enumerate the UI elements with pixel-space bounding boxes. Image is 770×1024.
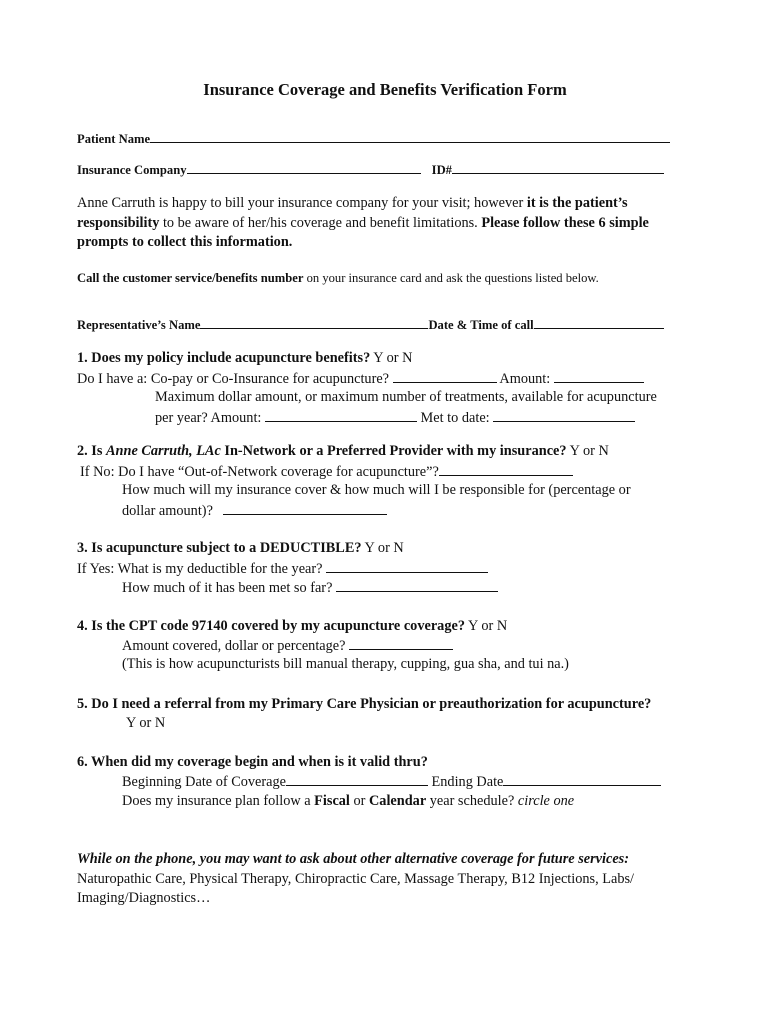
- question-4-line-1: [122, 637, 453, 655]
- question-4-line-2: (This is how acupuncturists bill manual therapy, cupping, gua sha, and tui na.): [122, 656, 569, 672]
- intro-line-1: [77, 195, 628, 212]
- intro-emphasis: responsibility: [77, 215, 160, 231]
- question-2-line-1: [80, 463, 573, 481]
- ending-date-field[interactable]: [503, 773, 661, 786]
- form-title: Insurance Coverage and Benefits Verification Form: [203, 80, 567, 99]
- per-year-amount-field[interactable]: [265, 409, 417, 422]
- copay-field[interactable]: [393, 370, 497, 383]
- question-3-line-1: [77, 560, 488, 578]
- beginning-date-field[interactable]: [286, 773, 428, 786]
- deductible-field[interactable]: [326, 560, 488, 573]
- question-2: [77, 443, 609, 460]
- or-text: or: [349, 793, 369, 809]
- intro-emphasis: it is the patient’s: [526, 195, 628, 211]
- intro-line-2: [77, 215, 649, 232]
- out-of-network-field[interactable]: [439, 463, 573, 476]
- amount-covered-label: Amount covered, dollar or percentage?: [122, 638, 346, 654]
- copay-label: Do I have a: Co-pay or Co-Insurance for acupuncture?: [77, 371, 390, 387]
- schedule-text: year schedule?: [426, 793, 518, 809]
- out-of-network-label: If No: Do I have “Out-of-Network coverage for acupuncture”?: [80, 464, 439, 480]
- dollar-amount-field[interactable]: [223, 502, 387, 515]
- amount-label: Amount:: [496, 371, 551, 387]
- schedule-label: Does my insurance plan follow a: [122, 793, 315, 809]
- representative-row: [77, 316, 664, 333]
- patient-name-row: [77, 130, 670, 147]
- question-4: [77, 618, 507, 635]
- date-time-field[interactable]: [534, 316, 664, 329]
- footer-line-2: Imaging/Diagnostics…: [77, 890, 211, 906]
- question-3-heading: 3. Is acupuncture subject to a DEDUCTIBLE?: [77, 540, 362, 556]
- call-instruction-text: on your insurance card and ask the questions listed below.: [303, 271, 599, 285]
- question-2-line-2: How much will my insurance cover & how much will I be responsible for (percentage or: [122, 482, 631, 498]
- intro-emphasis: Please follow these 6 simple: [481, 215, 649, 231]
- insurance-company-label: Insurance Company: [77, 163, 187, 177]
- representative-field[interactable]: [200, 316, 428, 329]
- question-3-line-2: [122, 579, 498, 597]
- ending-date-label: Ending Date: [427, 774, 504, 790]
- met-to-date-field[interactable]: [493, 409, 635, 422]
- deductible-met-label: How much of it has been met so far?: [122, 580, 333, 596]
- question-6-line-1: [122, 773, 661, 791]
- representative-label: Representative’s Name: [77, 318, 201, 332]
- amount-covered-field[interactable]: [349, 637, 453, 650]
- per-year-amount-label: per year? Amount:: [155, 410, 262, 426]
- question-1-line-2: Maximum dollar amount, or maximum number of treatments, available for acupuncture: [155, 389, 657, 405]
- question-4-heading: 4. Is the CPT code 97140 covered by my acupuncture coverage?: [77, 618, 465, 634]
- question-3: [77, 540, 404, 557]
- patient-name-field[interactable]: [150, 130, 670, 143]
- question-5-yes-no[interactable]: Y or N: [126, 715, 166, 731]
- beginning-date-label: Beginning Date of Coverage: [122, 774, 286, 790]
- insurance-company-field[interactable]: [187, 161, 421, 174]
- date-time-label: Date & Time of call: [428, 318, 534, 332]
- question-1-heading: 1. Does my policy include acupuncture benefits?: [77, 350, 371, 366]
- deductible-label: If Yes: What is my deductible for the year?: [77, 561, 323, 577]
- question-1-yes-no[interactable]: Y or N: [370, 350, 413, 366]
- footer-line-1: Naturopathic Care, Physical Therapy, Chiropractic Care, Massage Therapy, B12 Injections, Labs/: [77, 871, 635, 887]
- calendar-option[interactable]: Calendar: [368, 793, 427, 809]
- amount-field[interactable]: [554, 370, 644, 383]
- deductible-met-field[interactable]: [336, 579, 498, 592]
- question-1-line-1: [77, 370, 644, 388]
- question-6-heading: 6. When did my coverage begin and when is it valid thru?: [77, 754, 428, 770]
- question-2-line-3: [122, 502, 387, 520]
- question-3-yes-no[interactable]: Y or N: [361, 540, 404, 556]
- fiscal-option[interactable]: Fiscal: [314, 793, 350, 809]
- question-2-yes-no[interactable]: Y or N: [566, 443, 609, 459]
- intro-text: Anne Carruth is happy to bill your insurance company for your visit; however: [77, 195, 527, 211]
- met-to-date-label: Met to date:: [416, 410, 490, 426]
- question-6-line-2: [122, 793, 574, 810]
- question-2-heading: In-Network or a Preferred Provider with my insurance?: [220, 443, 567, 459]
- patient-name-label: Patient Name: [77, 132, 151, 146]
- question-4-yes-no[interactable]: Y or N: [464, 618, 508, 634]
- question-1-line-3: [155, 409, 635, 427]
- question-5-heading: 5. Do I need a referral from my Primary Care Physician or preauthorization for acupuncture?: [77, 696, 652, 712]
- call-instruction: [77, 271, 599, 286]
- id-label: ID#: [431, 163, 452, 177]
- insurance-company-row: [77, 161, 664, 178]
- question-1: [77, 350, 412, 367]
- intro-line-3: prompts to collect this information.: [77, 234, 293, 250]
- intro-text: to be aware of her/his coverage and benefit limitations.: [159, 215, 482, 231]
- provider-name: Anne Carruth, LAc: [106, 443, 221, 459]
- call-instruction-bold: Call the customer service/benefits number: [77, 271, 304, 285]
- dollar-amount-label: dollar amount)?: [122, 503, 213, 519]
- footer-heading: While on the phone, you may want to ask about other alternative coverage for future services:: [77, 851, 630, 867]
- circle-one-note: circle one: [517, 793, 575, 809]
- id-field[interactable]: [452, 161, 664, 174]
- question-2-number: 2. Is: [77, 443, 106, 459]
